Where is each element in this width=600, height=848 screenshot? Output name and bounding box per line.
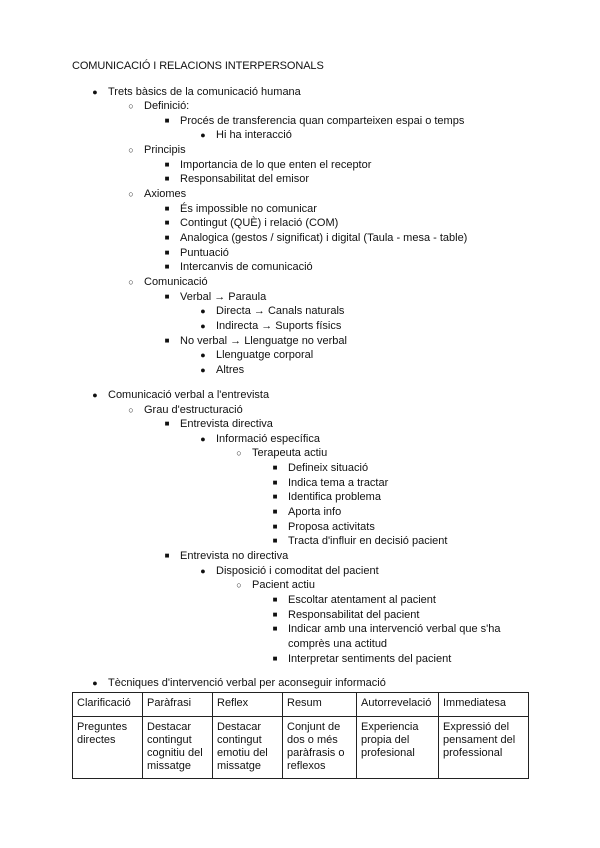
bullet-square-icon: ■: [272, 463, 278, 472]
bullet-circle-icon: ○: [236, 448, 242, 458]
bullet-square-icon: ■: [272, 522, 278, 531]
table-cell: Experiencia propia del profesional: [357, 717, 439, 779]
bullet-square-icon: ■: [164, 116, 170, 125]
bullet-square-icon: ■: [164, 218, 170, 227]
list-item: ■ Identifica problema: [268, 490, 381, 505]
bullet-disc-icon: ●: [200, 365, 206, 375]
list-item: ○ Terapeuta actiu: [232, 446, 327, 461]
table-cell: Preguntes directes: [73, 717, 143, 779]
list-item: ■ Aporta info: [268, 505, 341, 520]
list-item: ● Trets bàsics de la comunicació humana: [88, 85, 301, 100]
table-cell: Destacar contingut emotiu del missatge: [213, 717, 283, 779]
bullet-disc-icon: ●: [200, 434, 206, 444]
table-header-row: [73, 693, 529, 717]
bullet-square-icon: ■: [272, 492, 278, 501]
list-item-continuation: comprès una actitud: [288, 638, 388, 650]
table-header-cell: Autorrevelació: [357, 693, 439, 717]
table-header-cell: Reflex: [213, 693, 283, 717]
bullet-disc-icon: ●: [92, 87, 98, 97]
bullet-square-icon: ■: [272, 478, 278, 487]
bullet-square-icon: ■: [164, 336, 170, 345]
list-item: ● Informació específica: [196, 432, 320, 447]
bullet-square-icon: ■: [164, 262, 170, 271]
list-item: ○ Principis: [124, 143, 186, 158]
list-item: ● Tècniques d'intervenció verbal per aconseguir informació: [88, 676, 386, 691]
page-title: COMUNICACIÓ I RELACIONS INTERPERSONALS: [72, 60, 324, 72]
bullet-square-icon: ■: [272, 536, 278, 545]
bullet-disc-icon: ●: [200, 566, 206, 576]
bullet-disc-icon: ●: [200, 350, 206, 360]
list-item: ■ És impossible no comunicar: [160, 202, 317, 217]
bullet-square-icon: ■: [164, 233, 170, 242]
list-item: ■ Responsabilitat del emisor: [160, 172, 309, 187]
bullet-circle-icon: ○: [128, 277, 134, 287]
bullet-square-icon: ■: [164, 419, 170, 428]
bullet-circle-icon: ○: [128, 145, 134, 155]
table-cell: Expressió del pensament del professional: [439, 717, 529, 779]
list-item: ● Disposició i comoditat del pacient: [196, 564, 379, 579]
bullet-square-icon: ■: [272, 507, 278, 516]
bullet-square-icon: ■: [272, 610, 278, 619]
list-item: ● Indirecta → Suports físics: [196, 319, 341, 334]
bullet-square-icon: ■: [164, 174, 170, 183]
bullet-square-icon: ■: [164, 160, 170, 169]
table-header-cell: Resum: [283, 693, 357, 717]
list-item: ● Hi ha interacció: [196, 128, 292, 143]
table-header-cell: Clarificació: [73, 693, 143, 717]
list-item: ■ Indica tema a tractar: [268, 476, 388, 491]
bullet-disc-icon: ●: [200, 130, 206, 140]
list-item: ■ Tracta d'influir en decisió pacient: [268, 534, 447, 549]
list-item: ● Comunicació verbal a l'entrevista: [88, 388, 269, 403]
bullet-square-icon: ■: [164, 551, 170, 560]
bullet-disc-icon: ●: [92, 390, 98, 400]
bullet-square-icon: ■: [164, 292, 170, 301]
list-item: ● Altres: [196, 363, 244, 378]
list-item: ■ Responsabilitat del pacient: [268, 608, 419, 623]
bullet-circle-icon: ○: [128, 405, 134, 415]
list-item: ■ Importancia de lo que enten el receptor: [160, 158, 371, 173]
bullet-disc-icon: ●: [200, 321, 206, 331]
list-item: ○ Pacient actiu: [232, 578, 315, 593]
list-item: ■ Procés de transferencia quan comparteixen espai o temps: [160, 114, 464, 129]
table-header-cell: Immediatesa: [439, 693, 529, 717]
list-item: ■ Intercanvis de comunicació: [160, 260, 313, 275]
bullet-circle-icon: ○: [128, 101, 134, 111]
list-item: ○ Axiomes: [124, 187, 186, 202]
table-header-cell: Paràfrasi: [143, 693, 213, 717]
table-cell: Conjunt de dos o més paràfrasis o reflexos: [283, 717, 357, 779]
bullet-square-icon: ■: [272, 654, 278, 663]
list-item: ○ Comunicació: [124, 275, 208, 290]
list-item: ■ Defineix situació: [268, 461, 368, 476]
list-item: ● Directa → Canals naturals: [196, 304, 344, 319]
bullet-circle-icon: ○: [128, 189, 134, 199]
bullet-square-icon: ■: [164, 204, 170, 213]
bullet-square-icon: ■: [164, 248, 170, 257]
bullet-disc-icon: ●: [200, 306, 206, 316]
list-item: ■ Verbal → Paraula: [160, 290, 266, 305]
list-item: ■ Proposa activitats: [268, 520, 375, 535]
list-item: ■ Indicar amb una intervenció verbal que s'ha: [268, 622, 500, 637]
table-cell: Destacar contingut cognitiu del missatge: [143, 717, 213, 779]
bullet-square-icon: ■: [272, 595, 278, 604]
list-item: ■ Entrevista directiva: [160, 417, 273, 432]
list-item: ○ Definició:: [124, 99, 189, 114]
list-item: ■ Puntuació: [160, 246, 229, 261]
list-item: ■ Interpretar sentiments del pacient: [268, 652, 451, 667]
list-item: ■ Escoltar atentament al pacient: [268, 593, 436, 608]
list-item: ■ Contingut (QUÈ) i relació (COM): [160, 216, 338, 231]
bullet-circle-icon: ○: [236, 580, 242, 590]
bullet-square-icon: ■: [272, 624, 278, 633]
list-item: ■ No verbal → Llenguatge no verbal: [160, 334, 347, 349]
table-row: [73, 717, 529, 779]
list-item: ■ Analogica (gestos / significat) i digital (Taula - mesa - table): [160, 231, 467, 246]
list-item: ● Llenguatge corporal: [196, 348, 313, 363]
techniques-table: [72, 692, 529, 779]
list-item: ■ Entrevista no directiva: [160, 549, 288, 564]
bullet-disc-icon: ●: [92, 678, 98, 688]
list-item: ○ Grau d'estructuració: [124, 403, 243, 418]
